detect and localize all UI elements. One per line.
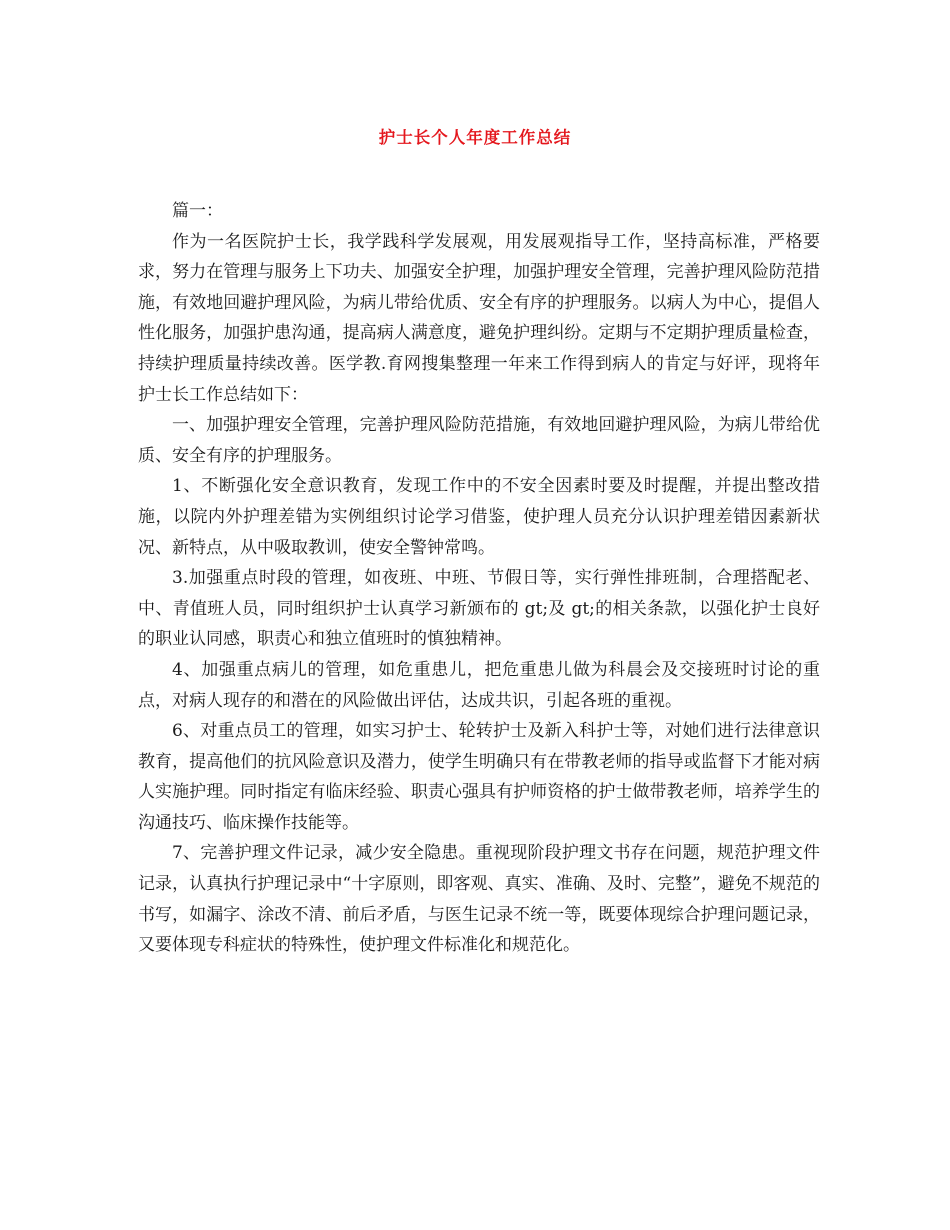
paragraph-5: 3.加强重点时段的管理，如夜班、中班、节假日等，实行弹性排班制，合理搭配老、中、青值班人员，同时组织护士认真学习新颁布的 gt;及 gt;的相关条款，以强化护士良好的职业认同感，职责心和独立值班时的慎独精神。 [138, 568, 820, 650]
paragraph-6: 4、加强重点病儿的管理，如危重患儿，把危重患儿做为科晨会及交接班时讨论的重点，对病人现存的和潜在的风险做出评估，达成共识，引起各班的重视。 [138, 659, 820, 711]
document-title: 护士长个人年度工作总结 [378, 128, 572, 147]
paragraph-1: 篇一： [172, 201, 223, 221]
paragraph-8: 7、完善护理文件记录，减少安全隐患。重视现阶段护理文书存在问题，规范护理文件记录，认真执行护理记录中“十字原则，即客观、真实、准确、及时、完整”，避免不规范的书写，如漏字、涂改不清、前后矛盾，与医生记录不统一等，既要体现综合护理问题记录，又要体现专科症状的特殊性，使护理文件标准化和规范化。 [138, 843, 820, 956]
paragraph-4: 1、不断强化安全意识教育，发现工作中的不安全因素时要及时提醒，并提出整改措施，以院内外护理差错为实例组织讨论学习借鉴，使护理人员充分认识护理差错因素新状况、新特点，从中吸取教训，使安全警钟常鸣。 [138, 476, 820, 558]
paragraph-2: 作为一名医院护士长，我学践科学发展观，用发展观指导工作，坚持高标准，严格要求，努力在管理与服务上下功夫、加强安全护理，加强护理安全管理，完善护理风险防范措施，有效地回避护理风险，为病儿带给优质、安全有序的护理服务。以病人为中心，提倡人性化服务，加强护患沟通，提高病人满意度，避免护理纠纷。定期与不定期护理质量检查，持续护理质量持续改善。医学教.育网搜集整理一年来工作得到病人的肯定与好评，现将年护士长工作总结如下： [138, 231, 820, 405]
document-body [138, 196, 820, 961]
paragraph-3: 一、加强护理安全管理，完善护理风险防范措施，有效地回避护理风险，为病儿带给优质、安全有序的护理服务。 [138, 415, 820, 466]
paragraph-7: 6、对重点员工的管理，如实习护士、轮转护士及新入科护士等，对她们进行法律意识教育，提高他们的抗风险意识及潜力，使学生明确只有在带教老师的指导或监督下才能对病人实施护理。同时指定有临床经验、职责心强具有护师资格的护士做带教老师，培养学生的沟通技巧、临床操作技能等。 [138, 721, 820, 833]
